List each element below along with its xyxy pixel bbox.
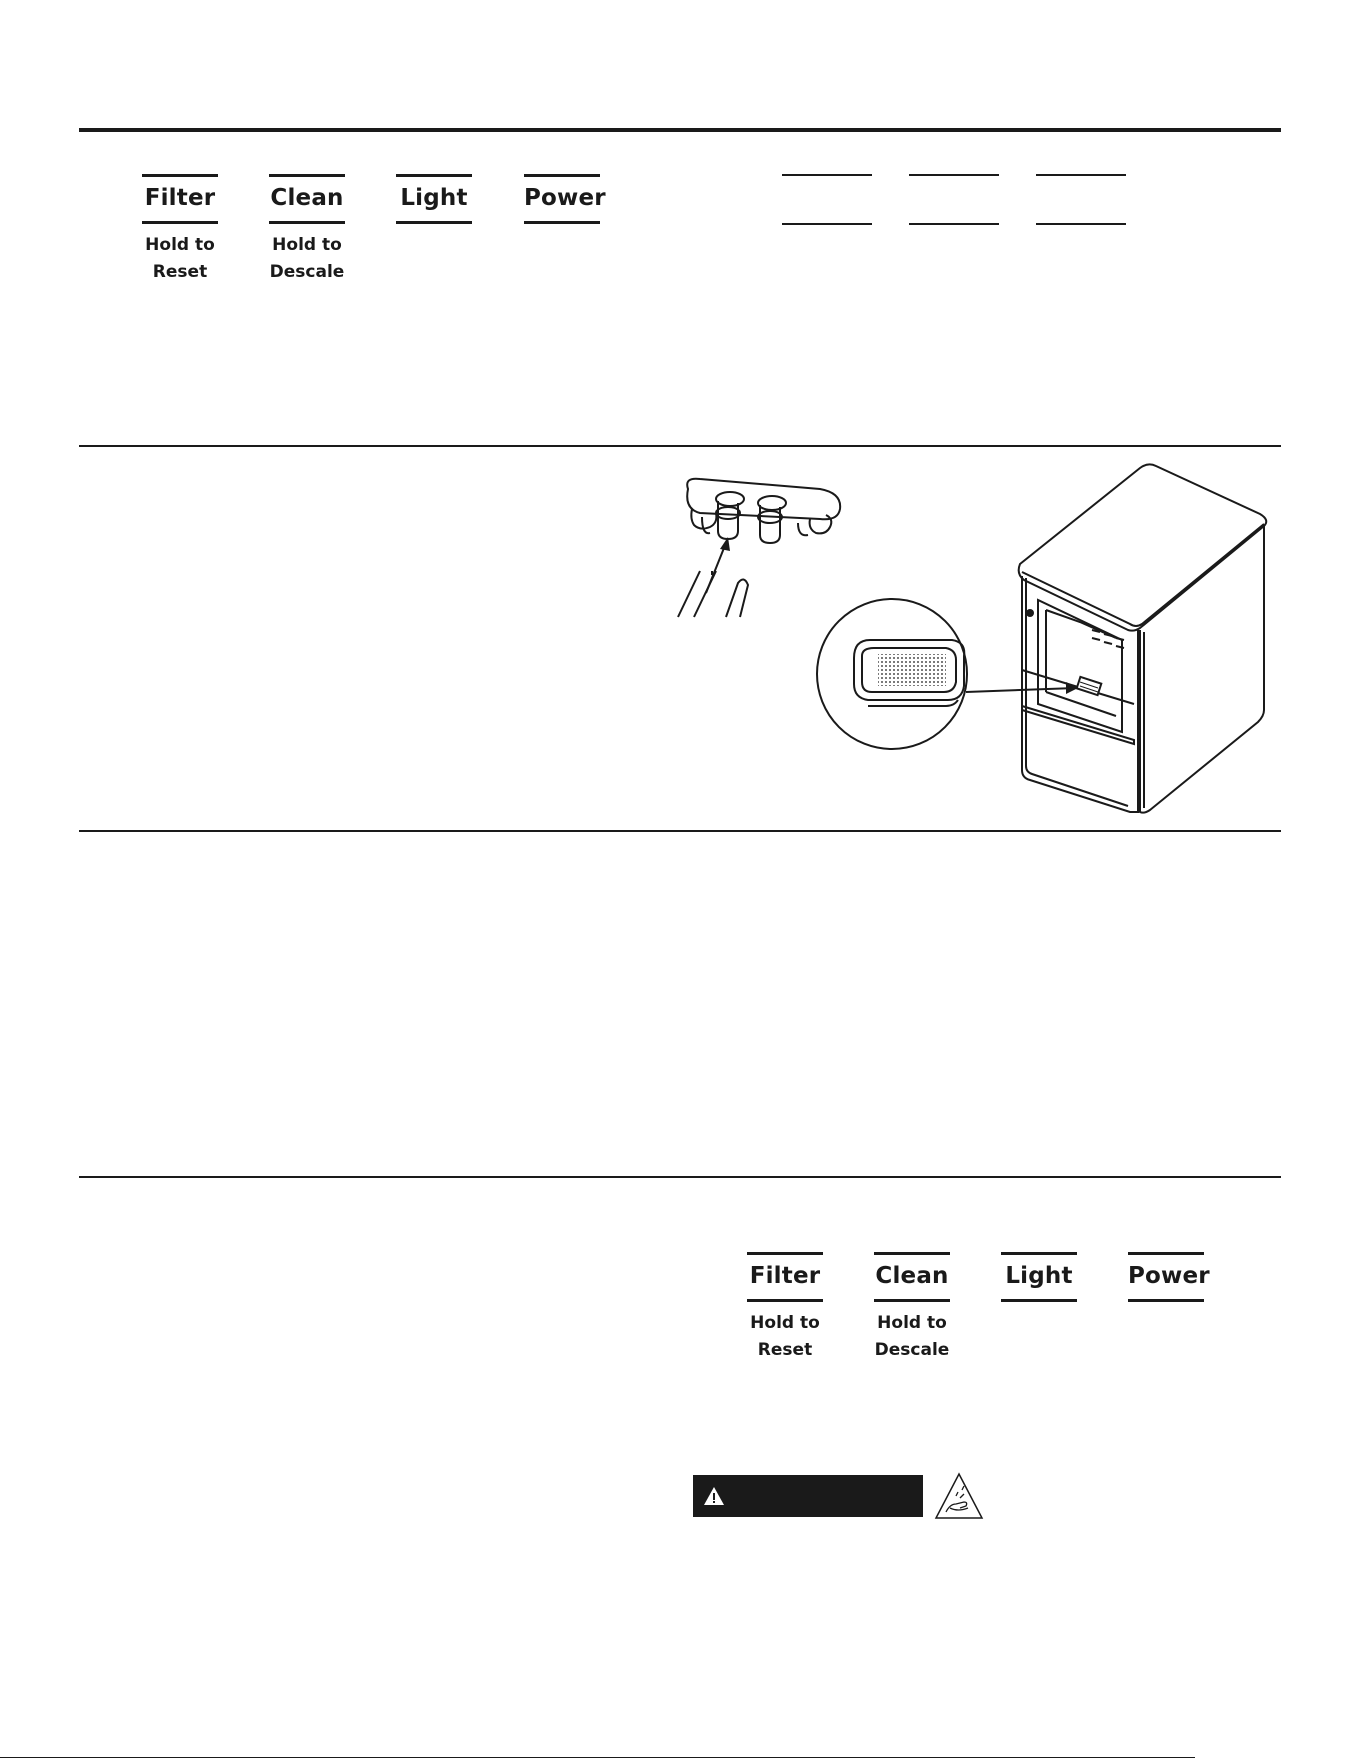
hand-hazard-icon — [934, 1472, 984, 1520]
filter-button[interactable] — [142, 174, 218, 286]
clean-hint: Hold to Descale — [874, 1313, 950, 1360]
filter-label: Filter — [144, 185, 216, 211]
clean-button[interactable] — [269, 174, 345, 286]
blank-line — [909, 223, 999, 225]
section-divider-1 — [79, 445, 1281, 447]
power-label: Power — [524, 185, 606, 211]
filter-hint: Hold to Reset — [145, 235, 215, 282]
power-button[interactable] — [1128, 1252, 1210, 1302]
clean-label: Clean — [270, 185, 344, 211]
light-label: Light — [400, 185, 468, 211]
filter-label: Filter — [749, 1263, 821, 1289]
clean-label: Clean — [875, 1263, 949, 1289]
power-label: Power — [1128, 1263, 1210, 1289]
blank-line — [1036, 174, 1126, 176]
blank-line — [1036, 223, 1126, 225]
blank-line — [782, 174, 872, 176]
filter-hint: Hold to Reset — [750, 1313, 820, 1360]
clean-button[interactable] — [874, 1252, 950, 1364]
power-button[interactable] — [524, 174, 606, 224]
blank-line — [782, 223, 872, 225]
section-divider-2 — [79, 830, 1281, 832]
light-label: Light — [1005, 1263, 1073, 1289]
clean-hint: Hold to Descale — [269, 235, 345, 282]
blank-line — [909, 174, 999, 176]
light-button[interactable] — [1001, 1252, 1077, 1302]
ice-maker-illustration — [840, 460, 1280, 810]
filter-holder-illustration — [670, 475, 850, 635]
light-button[interactable] — [396, 174, 472, 224]
filter-button[interactable] — [747, 1252, 823, 1364]
warning-banner — [693, 1475, 923, 1517]
footer-rule — [0, 1757, 1195, 1758]
header-rule — [79, 128, 1281, 132]
section-divider-3 — [79, 1176, 1281, 1178]
warning-triangle-icon — [703, 1486, 725, 1506]
